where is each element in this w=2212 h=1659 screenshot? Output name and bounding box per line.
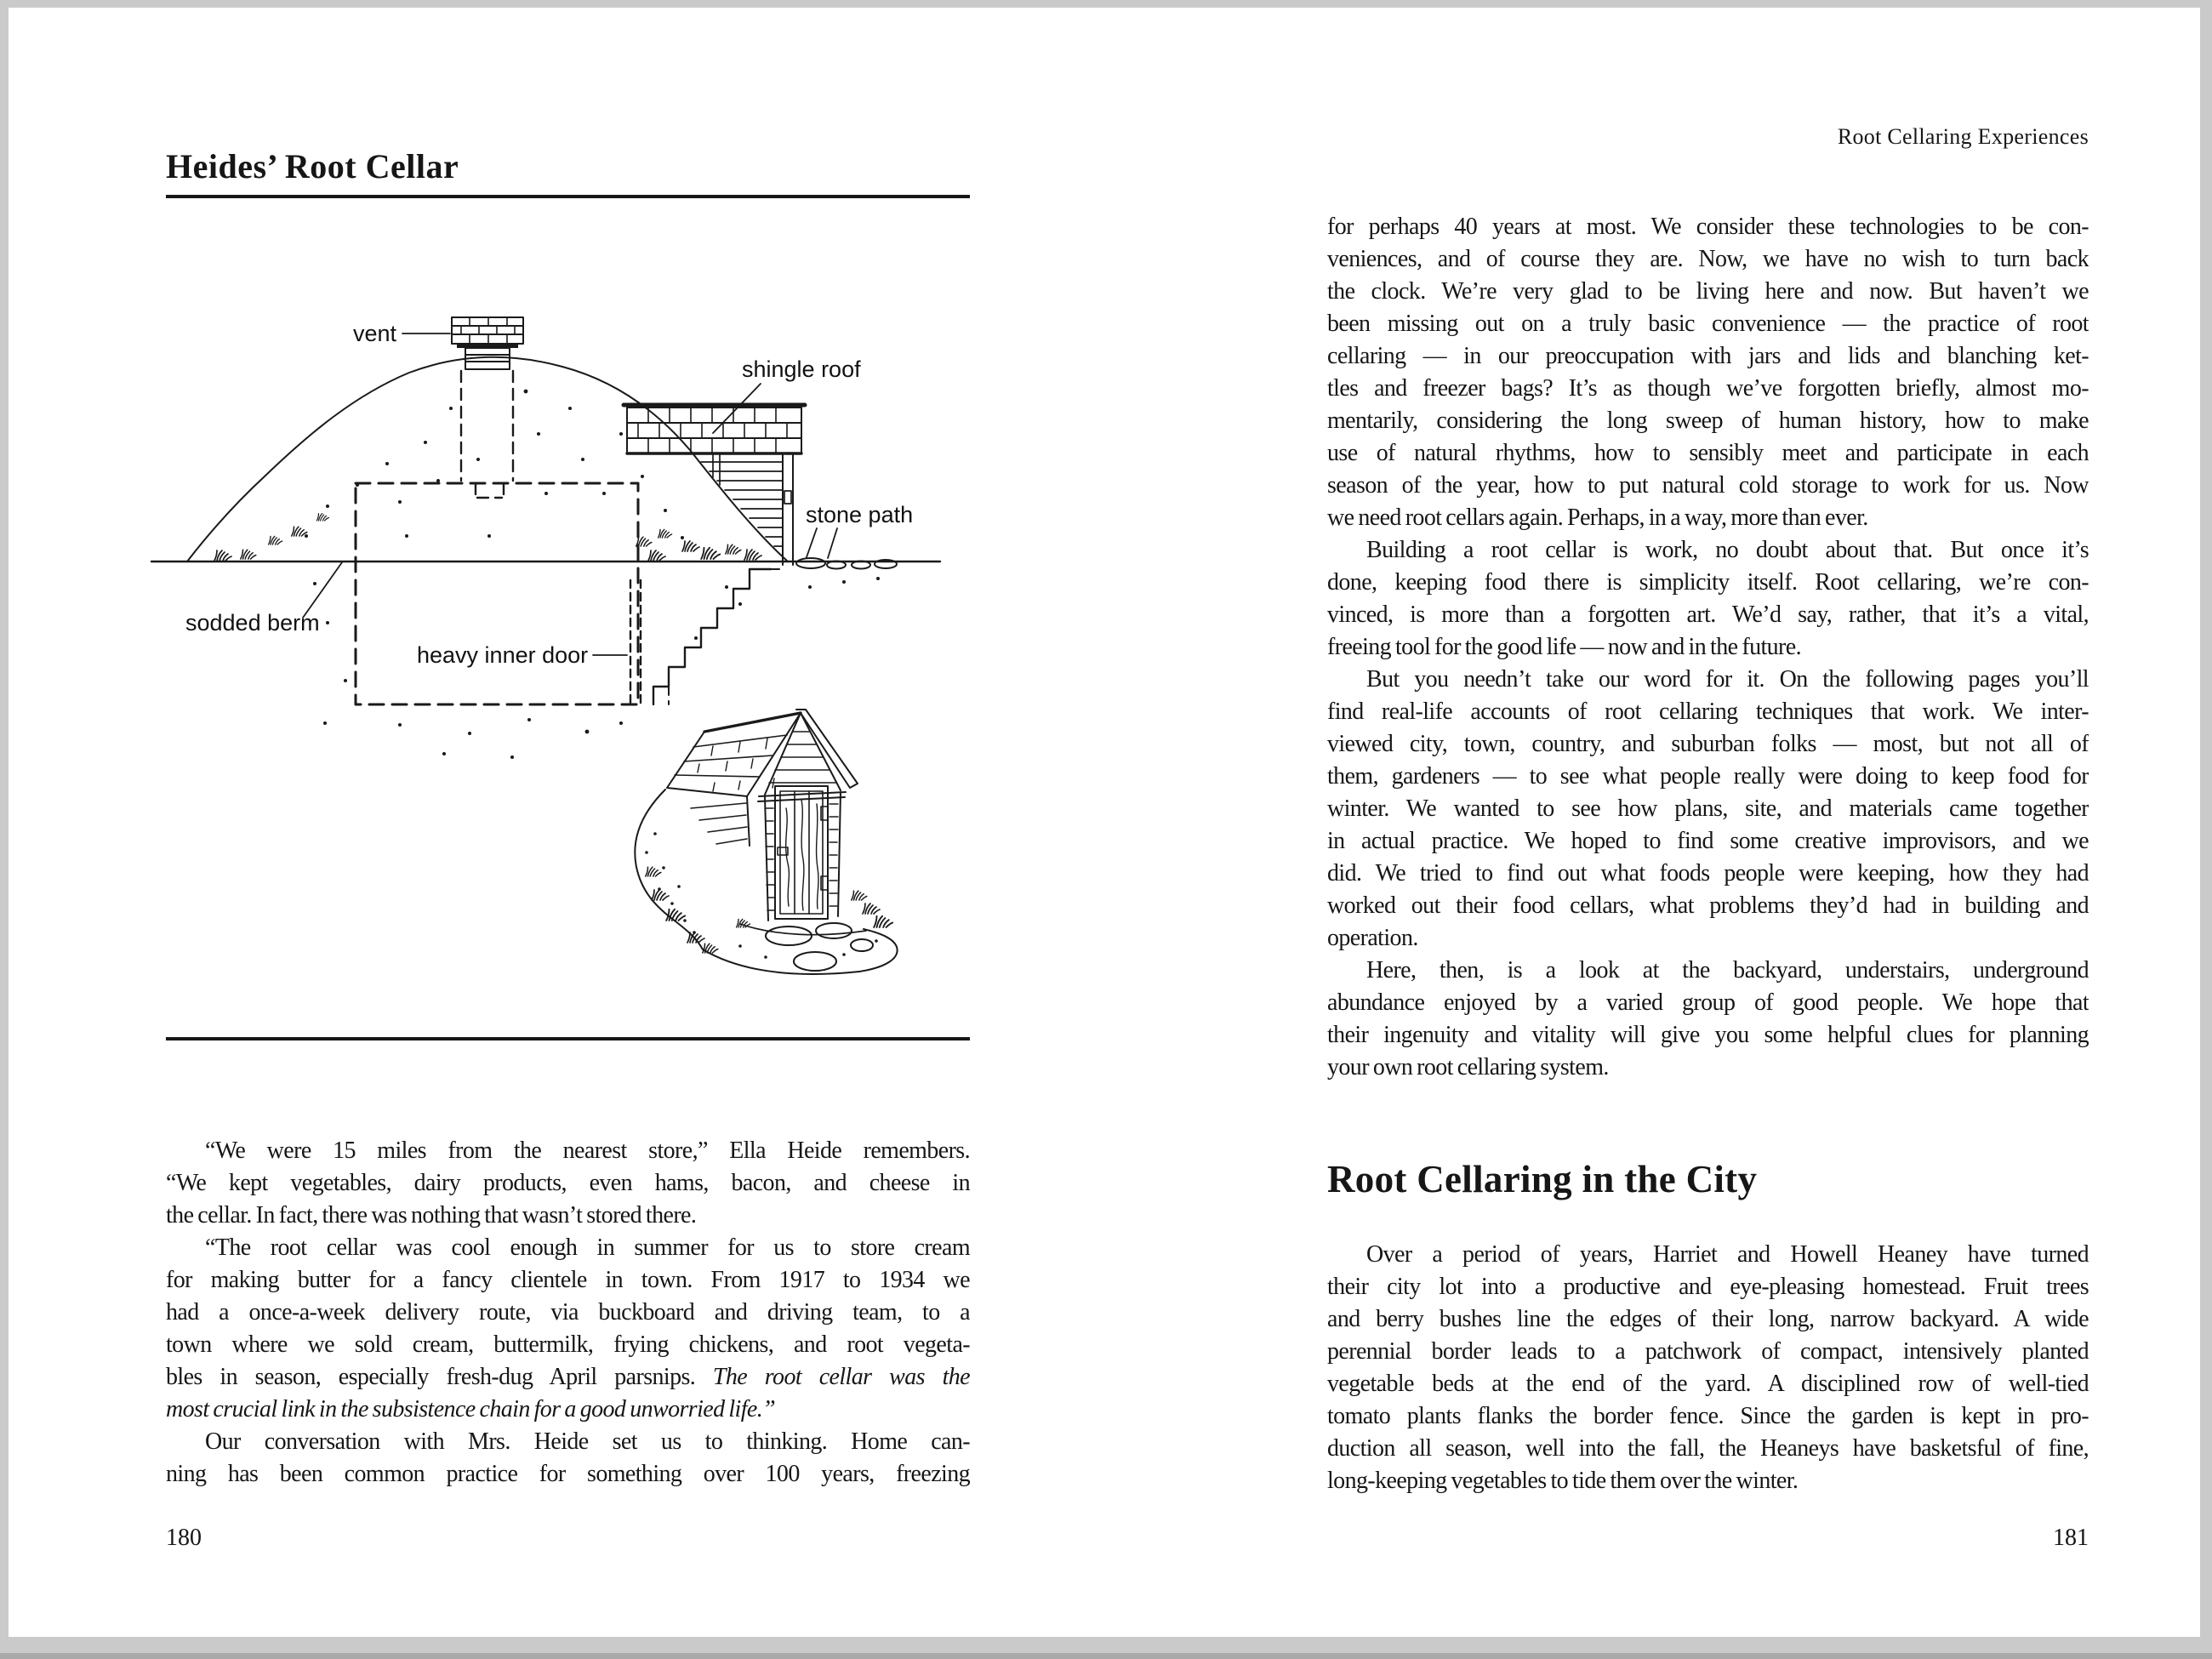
text-line: done, keeping food there is simplicity itself. Root cellaring, we’re con- (1327, 569, 2089, 596)
text-line (166, 1361, 970, 1394)
page-number-right: 181 (2053, 1525, 2089, 1551)
text-line: winter. We wanted to see how plans, site, and materials came together (1327, 795, 2089, 822)
stone-path-stones (796, 558, 897, 569)
vent-chimney (452, 317, 523, 498)
shed-door (775, 786, 828, 919)
text-line: for perhaps 40 years at most. We consider these technologies to be con- (1327, 214, 2089, 240)
stairway (653, 569, 784, 704)
text-line: them, gardeners — to see what people really were doing to keep food for (1327, 763, 2089, 790)
text-line: we need root cellars again. Perhaps, in a way, more than ever. (1327, 505, 1868, 531)
sodded-berm-label: sodded berm (185, 610, 320, 636)
scan-edge-right (2200, 0, 2212, 1659)
text-line: tles and freezer bags? It’s as though we’ve forgotten briefly, almost mo- (1327, 375, 2089, 402)
path-stones (766, 923, 873, 971)
text-line: “We were 15 miles from the nearest store,” Ella Heide remembers. (205, 1137, 970, 1164)
text-line: town where we sold cream, buttermilk, frying chickens, and root vegeta- (166, 1331, 970, 1358)
text-line: season of the year, how to put natural cold storage to work for us. Now (1327, 472, 2089, 499)
stone-path-label: stone path (806, 502, 914, 527)
text-line: long-keeping vegetables to tide them over the winter. (1327, 1468, 1799, 1494)
cellar-outline (356, 483, 641, 704)
vent-shaft-hidden (461, 371, 513, 498)
text-line: been missing out on a truly basic convenience — the practice of root (1327, 311, 2089, 337)
text-line: viewed city, town, country, and suburban folks — most, but not all of (1327, 731, 2089, 757)
text-line: Over a period of years, Harriet and Howell Heaney have turned (1366, 1241, 2089, 1268)
page-number-left: 180 (166, 1525, 202, 1551)
section-heading: Root Cellaring in the City (1327, 1158, 1758, 1200)
page-title: Heides’ Root Cellar (166, 147, 459, 185)
text-run: bles in season, especially fresh-dug April parsnips. (166, 1364, 713, 1390)
text-line: the clock. We’re very glad to be living here and now. But haven’t we (1327, 278, 2089, 305)
text-line: “The root cellar was cool enough in summer for us to store cream (205, 1234, 970, 1261)
shed-cross-section (624, 405, 805, 565)
text-line: Here, then, is a look at the backyard, understairs, underground (1366, 957, 2089, 983)
text-line: “We kept vegetables, dairy products, even hams, bacon, and cheese in (166, 1170, 970, 1196)
running-head: Root Cellaring Experiences (1837, 124, 2089, 149)
text-line: abundance enjoyed by a varied group of good people. We hope that (1327, 989, 2089, 1016)
figure-rule (166, 1037, 970, 1040)
text-line: operation. (1327, 925, 1418, 951)
text-line: perennial border leads to a patchwork of compact, intensively planted (1327, 1338, 2089, 1365)
vent-label: vent (352, 321, 396, 346)
scan-edge-top (0, 0, 2212, 8)
figure-labels (185, 321, 913, 668)
text-line: their ingenuity and vitality will give you some helpful clues for planning (1327, 1022, 2089, 1048)
shingle-roof-label: shingle roof (742, 356, 861, 382)
text-line: mentarily, considering the long sweep of human history, how to make (1327, 408, 2089, 434)
text-line: vegetable beds at the end of the yard. A disciplined row of well-tied (1327, 1371, 2089, 1397)
text-line: worked out their food cellars, what problems they’d had in building and (1327, 892, 2089, 919)
text-line: But you needn’t take our word for it. On the following pages you’ll (1366, 666, 2089, 693)
text-line: had a once-a-week delivery route, via buckboard and driving team, to a (166, 1299, 970, 1325)
text-line: most crucial link in the subsistence chain for a good unworried life.” (166, 1396, 776, 1422)
text-line: duction all season, well into the fall, the Heaneys have basketsful of fine, (1327, 1435, 2089, 1462)
root-cellar-figure (145, 281, 953, 1029)
text-line: Our conversation with Mrs. Heide set us to thinking. Home can- (205, 1428, 970, 1455)
text-line: veniences, and of course they are. Now, we have no wish to turn back (1327, 246, 2089, 272)
left-page-text (166, 1135, 970, 1491)
text-line: cellaring — in our preoccupation with jars and lids and blanching ket- (1327, 343, 2089, 369)
text-line: the cellar. In fact, there was nothing that wasn’t stored there. (166, 1202, 697, 1229)
text-line: use of natural rhythms, how to sensibly meet and participate in each (1327, 440, 2089, 466)
text-line: freeing tool for the good life — now and in the future. (1327, 634, 1801, 660)
text-line: your own root cellaring system. (1327, 1054, 1609, 1080)
right-page-text-2 (1327, 1239, 2089, 1497)
text-line: in actual practice. We hoped to find some creative improvisors, and we (1327, 828, 2089, 854)
text-line: tomato plants flanks the border fence. Since the garden is kept in pro- (1327, 1403, 2089, 1429)
right-page-text (1327, 211, 2089, 1084)
italic-text-run: The root cellar was the (712, 1364, 970, 1390)
text-line: and berry bushes line the edges of their long, narrow backyard. A wide (1327, 1306, 2089, 1332)
root-cellar-diagram (145, 281, 953, 1029)
text-line: vinced, is more than a forgotten art. We’d say, rather, that it’s a vital, (1327, 601, 2089, 628)
text-line: Building a root cellar is work, no doubt about that. But once it’s (1366, 537, 2089, 563)
text-line: their city lot into a productive and eye-pleasing homestead. Fruit trees (1327, 1274, 2089, 1300)
shed-exterior-sketch (635, 710, 897, 974)
heading-rule (166, 195, 970, 198)
scan-edge-bottom-shadow (0, 1653, 2212, 1659)
scan-edge-left (0, 0, 9, 1659)
text-line: ning has been common practice for something over 100 years, freezing (166, 1461, 970, 1487)
text-line: did. We tried to find out what foods people were keeping, how they had (1327, 860, 2089, 887)
text-line: find real-life accounts of root cellaring techniques that work. We inter- (1327, 698, 2089, 725)
text-line: for making butter for a fancy clientele in town. From 1917 to 1934 we (166, 1267, 970, 1293)
heavy-inner-door-label: heavy inner door (417, 642, 589, 668)
